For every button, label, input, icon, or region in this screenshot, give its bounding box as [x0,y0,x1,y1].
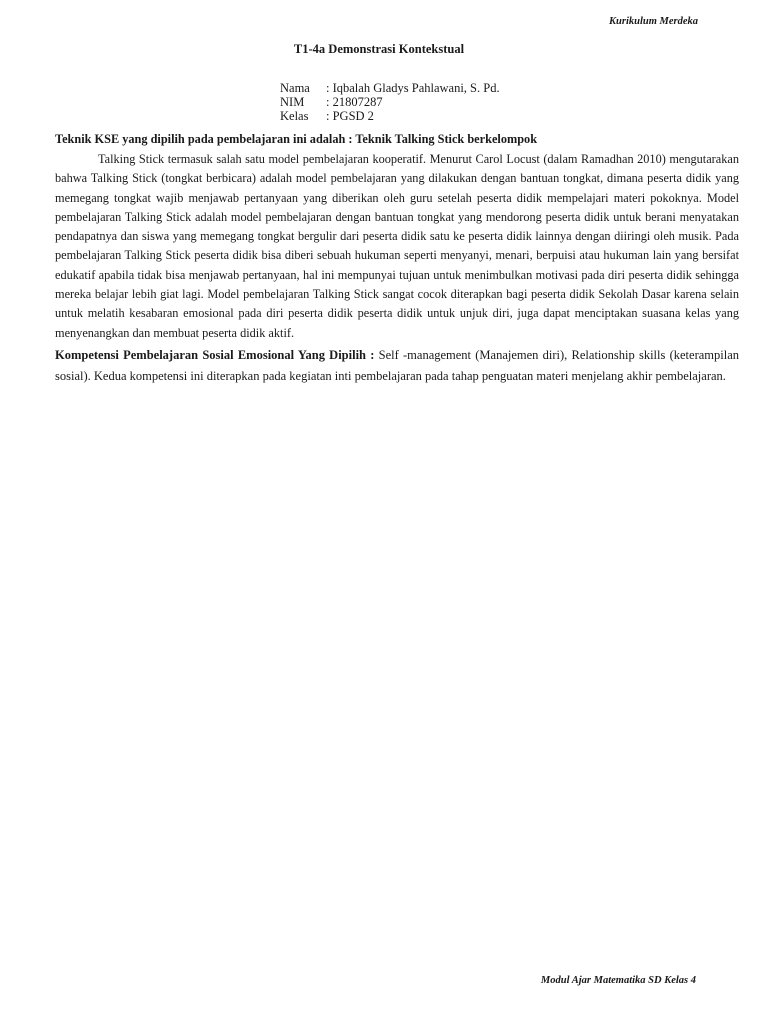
section2-heading: Kompetensi Pembelajaran Sosial Emosional Yang Dipilih : [55,347,375,362]
module-footer: Modul Ajar Matematika SD Kelas 4 [540,975,696,986]
section1-paragraph: Talking Stick termasuk salah satu model pembelajaran kooperatif. Menurut Carol Locust (dalam Ramadhan 2010) mengutarakan bahwa Talking Stick (tongkat berbicara) adalah model pembelajaran yang dilakukan dengan bantuan tongkat, dimana peserta didik yang memegang tongkat wajib menjawab pertanyaan yang diberikan oleh guru setelah peserta didik mempelajari materi pokoknya. Model pembelajaran Talking Stick adalah model pembelajaran dengan bantuan tongkat yang mendorong peserta didik untuk berani menyatakan pendapatnya dan siswa yang memegang tongkat bergulir dari peserta didik satu ke peserta didik lainnya dengan diiringi oleh musik. Pada pembelajaran Talking Stick peserta didik bisa diberi sebuah hukuman seperti menyanyi, menari, berpuisi atau hukuman lain yang bersifat edukatif apabila tidak bisa menjawab pertanyaan, hal ini mempunyai tujuan untuk menimbulkan motivasi pada diri peserta didik sehingga mereka belajar lebih giat lagi. Model pembelajaran Talking Stick sangat cocok diterapkan bagi peserta didik Sekolah Dasar karena selain untuk melatih kesabaran emosional pada diri peserta didik peserta didik untuk unjuk diri, juga dapat menciptakan suasana kelas yang menyenangkan dan membuat peserta didik aktif. [55,152,739,340]
identity-row-nim [280,95,500,109]
section1-heading: Teknik KSE yang dipilih pada pembelajaran ini adalah : Teknik Talking Stick berkelompok [55,132,538,146]
curriculum-header: Kurikulum Merdeka [609,16,698,27]
identity-label: Kelas [280,109,309,123]
identity-label: NIM [280,95,305,109]
document-content [55,131,739,386]
identity-label: Nama [280,81,310,95]
identity-value: : Iqbalah Gladys Pahlawani, S. Pd. [326,81,500,95]
identity-row-class [280,109,500,123]
identity-block [280,81,500,123]
section2-paragraph [55,345,739,386]
section2-text: Self -management (Manajemen diri), Relationship skills (keterampilan sosial). Kedua kompetensi ini diterapkan pada kegiatan inti pembelajaran pada tahap penguatan materi menjelang akhir pembelajaran. [55,347,739,383]
identity-value: : 21807287 [326,95,383,109]
document-title: T1-4a Demonstrasi Kontekstual [293,42,465,56]
identity-value: : PGSD 2 [326,109,374,123]
identity-row-name [280,81,500,95]
